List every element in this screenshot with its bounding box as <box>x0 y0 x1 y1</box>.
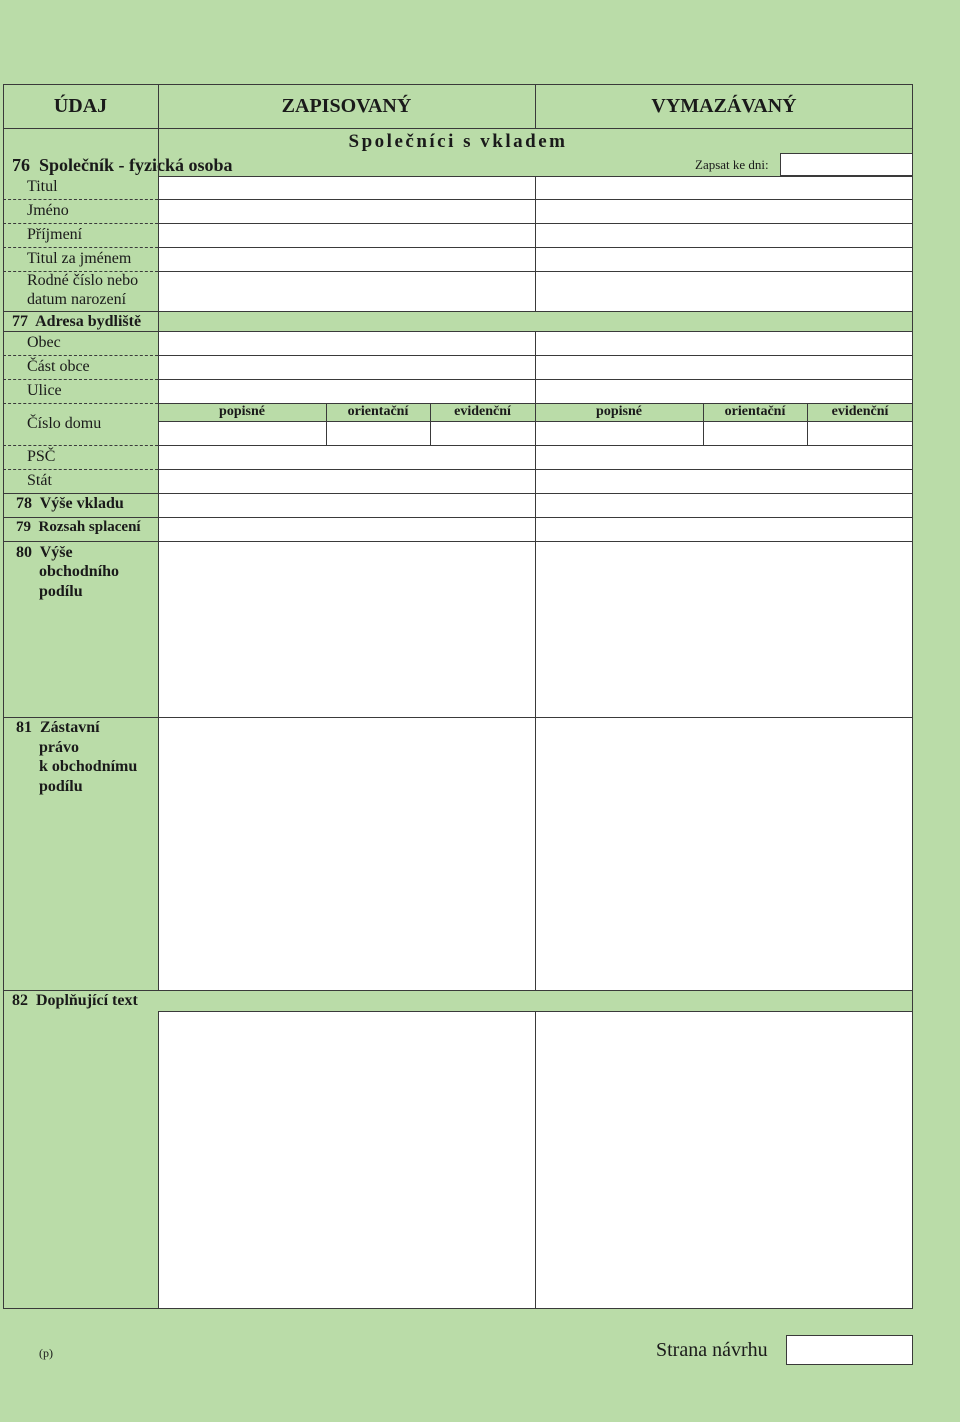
divider <box>3 403 158 404</box>
section-label: Rozsah splacení <box>38 519 141 535</box>
titul-za-zapisovany-field[interactable] <box>158 247 536 272</box>
section-number: 80 <box>16 544 32 561</box>
col-header-vymazavany: VYMAZÁVANÝ <box>651 95 797 117</box>
rozsah-splaceni-zapisovany-field[interactable] <box>158 517 536 542</box>
section-80-title <box>16 543 73 563</box>
divider <box>3 128 913 129</box>
ulice-vymazavany-field[interactable] <box>535 379 913 404</box>
section-label: Společník - fyzická osoba <box>39 155 233 175</box>
psc-label: PSČ <box>27 448 56 465</box>
section-80-line2: obchodního <box>39 563 120 580</box>
doplnujici-text-vymazavany-field[interactable] <box>535 1011 913 1309</box>
section-81-line2: právo <box>39 739 79 756</box>
section-78-title <box>16 495 124 513</box>
stat-vymazavany-field[interactable] <box>535 469 913 494</box>
divider <box>3 379 158 380</box>
divider <box>158 128 159 990</box>
obec-zapisovany-field[interactable] <box>158 331 536 356</box>
rodne-cislo-label: Rodné číslo nebo <box>27 272 139 289</box>
titul-za-label: Titul za jménem <box>27 250 132 267</box>
psc-vymazavany-field[interactable] <box>535 445 913 470</box>
popisne-zapisovany-field[interactable] <box>158 421 327 446</box>
divider <box>3 199 158 200</box>
jmeno-label: Jméno <box>27 202 69 219</box>
col-header-udaj: ÚDAJ <box>53 95 108 117</box>
section-81-line3: k obchodnímu <box>39 758 138 775</box>
psc-zapisovany-field[interactable] <box>158 445 536 470</box>
section-number: 76 <box>12 155 30 175</box>
section-81-title <box>16 719 100 737</box>
divider <box>3 469 158 470</box>
divider <box>3 355 158 356</box>
section-77-title <box>12 313 141 331</box>
cast-obce-zapisovany-field[interactable] <box>158 355 536 380</box>
vyse-vkladu-zapisovany-field[interactable] <box>158 493 536 518</box>
orientacni-vymazavany-field[interactable] <box>703 421 808 446</box>
rodne-cislo-zapisovany-field[interactable] <box>158 271 536 312</box>
evidencni-vymazavany-field[interactable] <box>807 421 913 446</box>
section-number: 78 <box>16 495 32 512</box>
section-label: Zástavní <box>40 719 100 736</box>
evidencni-zapisovany-field[interactable] <box>430 421 536 446</box>
ulice-zapisovany-field[interactable] <box>158 379 536 404</box>
divider <box>3 223 158 224</box>
stat-label: Stát <box>27 472 52 489</box>
rodne-cislo-vymazavany-field[interactable] <box>535 271 913 312</box>
section-label: Adresa bydliště <box>35 313 142 330</box>
titul-label: Titul <box>27 178 58 195</box>
stat-zapisovany-field[interactable] <box>158 469 536 494</box>
divider <box>3 990 913 991</box>
col-header-zapisovany: ZAPISOVANÝ <box>281 95 412 117</box>
divider <box>3 493 158 494</box>
obec-label: Obec <box>27 334 61 351</box>
divider <box>3 717 158 718</box>
section-title: Společníci s vkladem <box>348 131 568 152</box>
strana-navrhu-field[interactable] <box>786 1335 913 1365</box>
section-82-title <box>12 992 138 1010</box>
prijmeni-zapisovany-field[interactable] <box>158 223 536 248</box>
prijmeni-vymazavany-field[interactable] <box>535 223 913 248</box>
cast-obce-label: Část obce <box>27 358 90 375</box>
popisne-vymazavany-field[interactable] <box>535 421 704 446</box>
divider <box>3 445 158 446</box>
divider <box>3 247 158 248</box>
section-label: Výše <box>39 544 73 561</box>
strana-navrhu-label: Strana návrhu <box>656 1339 768 1361</box>
divider <box>3 311 913 312</box>
section-number: 82 <box>12 992 28 1009</box>
zastavni-pravo-zapisovany-field[interactable] <box>158 717 536 991</box>
section-81-line4: podílu <box>39 778 83 795</box>
evidencni-header: evidenční <box>831 404 889 419</box>
zastavni-pravo-vymazavany-field[interactable] <box>535 717 913 991</box>
vyse-podilu-zapisovany-field[interactable] <box>158 541 536 718</box>
section-79-title <box>16 519 141 536</box>
section-number: 77 <box>12 313 28 330</box>
divider <box>3 541 158 542</box>
ulice-label: Ulice <box>27 382 62 399</box>
evidencni-header: evidenční <box>454 404 511 419</box>
popisne-header: popisné <box>596 404 642 419</box>
cislo-domu-label: Číslo domu <box>27 415 102 432</box>
section-76-title <box>12 155 233 176</box>
section-number: 81 <box>16 719 32 736</box>
popisne-header: popisné <box>219 404 265 419</box>
zapsat-ke-dni-field[interactable] <box>780 153 913 176</box>
obec-vymazavany-field[interactable] <box>535 331 913 356</box>
prijmeni-label: Příjmení <box>27 226 83 243</box>
zapsat-ke-dni-label: Zapsat ke dni: <box>695 157 769 172</box>
cast-obce-vymazavany-field[interactable] <box>535 355 913 380</box>
titul-vymazavany-field[interactable] <box>535 176 913 200</box>
orientacni-header: orientační <box>347 404 409 419</box>
section-label: Doplňující text <box>36 992 138 1009</box>
orientacni-zapisovany-field[interactable] <box>326 421 431 446</box>
datum-narozeni-label: datum narození <box>27 291 127 308</box>
orientacni-header: orientační <box>724 404 786 419</box>
jmeno-zapisovany-field[interactable] <box>158 199 536 224</box>
jmeno-vymazavany-field[interactable] <box>535 199 913 224</box>
vyse-podilu-vymazavany-field[interactable] <box>535 541 913 718</box>
divider <box>3 517 158 518</box>
vyse-vkladu-vymazavany-field[interactable] <box>535 493 913 518</box>
rozsah-splaceni-vymazavany-field[interactable] <box>535 517 913 542</box>
titul-za-vymazavany-field[interactable] <box>535 247 913 272</box>
section-80-line3: podílu <box>39 583 83 600</box>
footer-marker: (p) <box>39 1346 53 1360</box>
section-number: 79 <box>16 519 31 535</box>
doplnujici-text-zapisovany-field[interactable] <box>158 1011 536 1309</box>
titul-zapisovany-field[interactable] <box>158 176 536 200</box>
section-label: Výše vkladu <box>39 495 124 512</box>
